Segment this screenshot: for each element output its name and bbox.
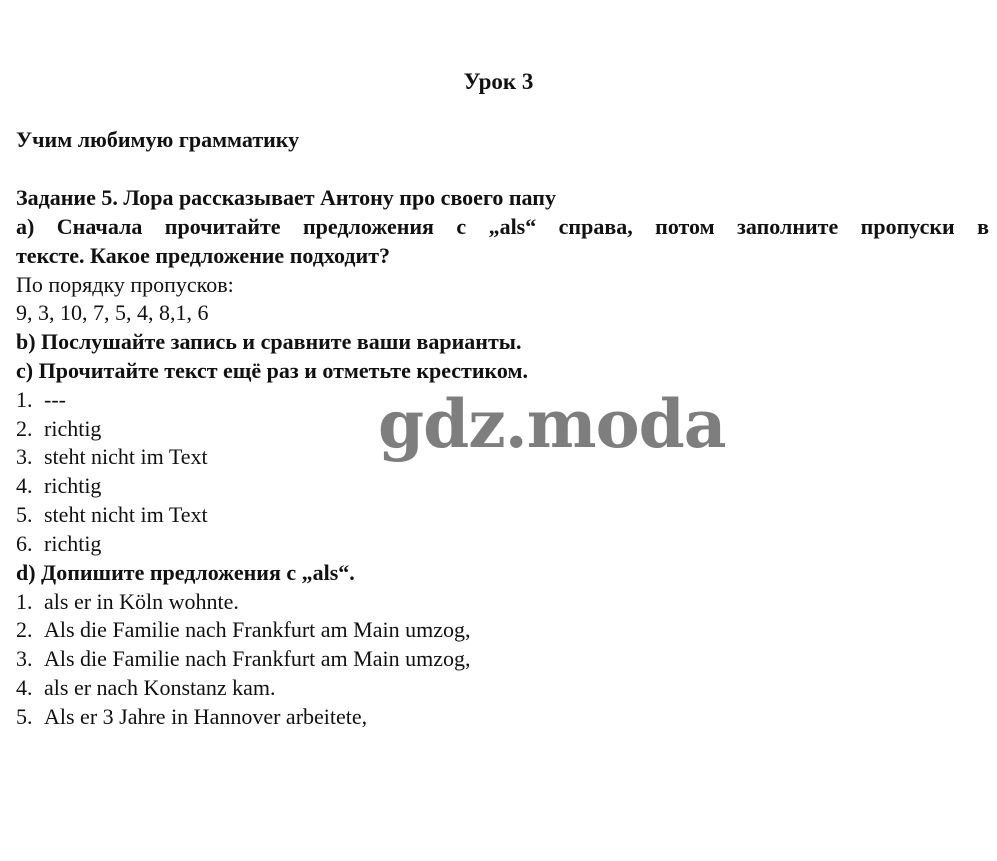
list-item-number: 6. [16, 531, 33, 556]
list-item-number: 4. [16, 675, 33, 700]
list-item-number: 3. [16, 444, 33, 469]
list-item-text: steht nicht im Text [44, 444, 208, 469]
list-item-number: 2. [16, 617, 33, 642]
list-item-text: richtig [44, 473, 102, 498]
list-item-text: Als die Familie nach Frankfurt am Main umzog, [44, 617, 471, 642]
list-item [16, 414, 101, 443]
part-d-heading: d) Допишите предложения с „als“. [16, 560, 355, 585]
list-item-text: als er in Köln wohnte. [44, 589, 239, 614]
list-item [16, 500, 208, 529]
list-item-number: 3. [16, 646, 33, 671]
part-a-instruction-line-2: тексте. Какое предложение подходит? [16, 243, 391, 268]
part-a-answer-label: По порядку пропусков: [16, 272, 234, 297]
list-item-text: steht nicht im Text [44, 502, 208, 527]
list-item-number: 2. [16, 416, 33, 441]
lesson-title: Урок 3 [463, 69, 534, 94]
part-a-instruction-line-1: а) Сначала прочитайте предложения с „als“ справа, потом заполните пропуски в [16, 214, 989, 239]
list-item [16, 673, 276, 702]
list-item [16, 615, 470, 644]
list-item [16, 385, 66, 414]
section-heading: Учим любимую грамматику [16, 127, 300, 152]
list-item-text: richtig [44, 531, 102, 556]
list-item-text: Als die Familie nach Frankfurt am Main umzog, [44, 646, 471, 671]
list-item [16, 442, 208, 471]
list-item [16, 587, 239, 616]
list-item-number: 5. [16, 704, 33, 729]
list-item-text: als er nach Konstanz kam. [44, 675, 276, 700]
list-item-text: richtig [44, 416, 102, 441]
part-b-heading: b) Послушайте запись и сравните ваши варианты. [16, 329, 522, 354]
list-item-number: 1. [16, 589, 33, 614]
part-a-answer: 9, 3, 10, 7, 5, 4, 8,1, 6 [16, 300, 209, 325]
list-item [16, 702, 367, 731]
list-item-text: Als er 3 Jahre in Hannover arbeitete, [44, 704, 368, 729]
list-item-number: 1. [16, 387, 33, 412]
list-item [16, 644, 470, 673]
list-item-text: --- [44, 387, 66, 412]
watermark: gdz.moda [378, 385, 726, 463]
list-item [16, 471, 101, 500]
part-c-heading: c) Прочитайте текст ещё раз и отметьте крестиком. [16, 358, 528, 383]
list-item [16, 529, 101, 558]
list-item-number: 4. [16, 473, 33, 498]
list-item-number: 5. [16, 502, 33, 527]
task-heading: Задание 5. Лора рассказывает Антону про своего папу [16, 185, 556, 210]
